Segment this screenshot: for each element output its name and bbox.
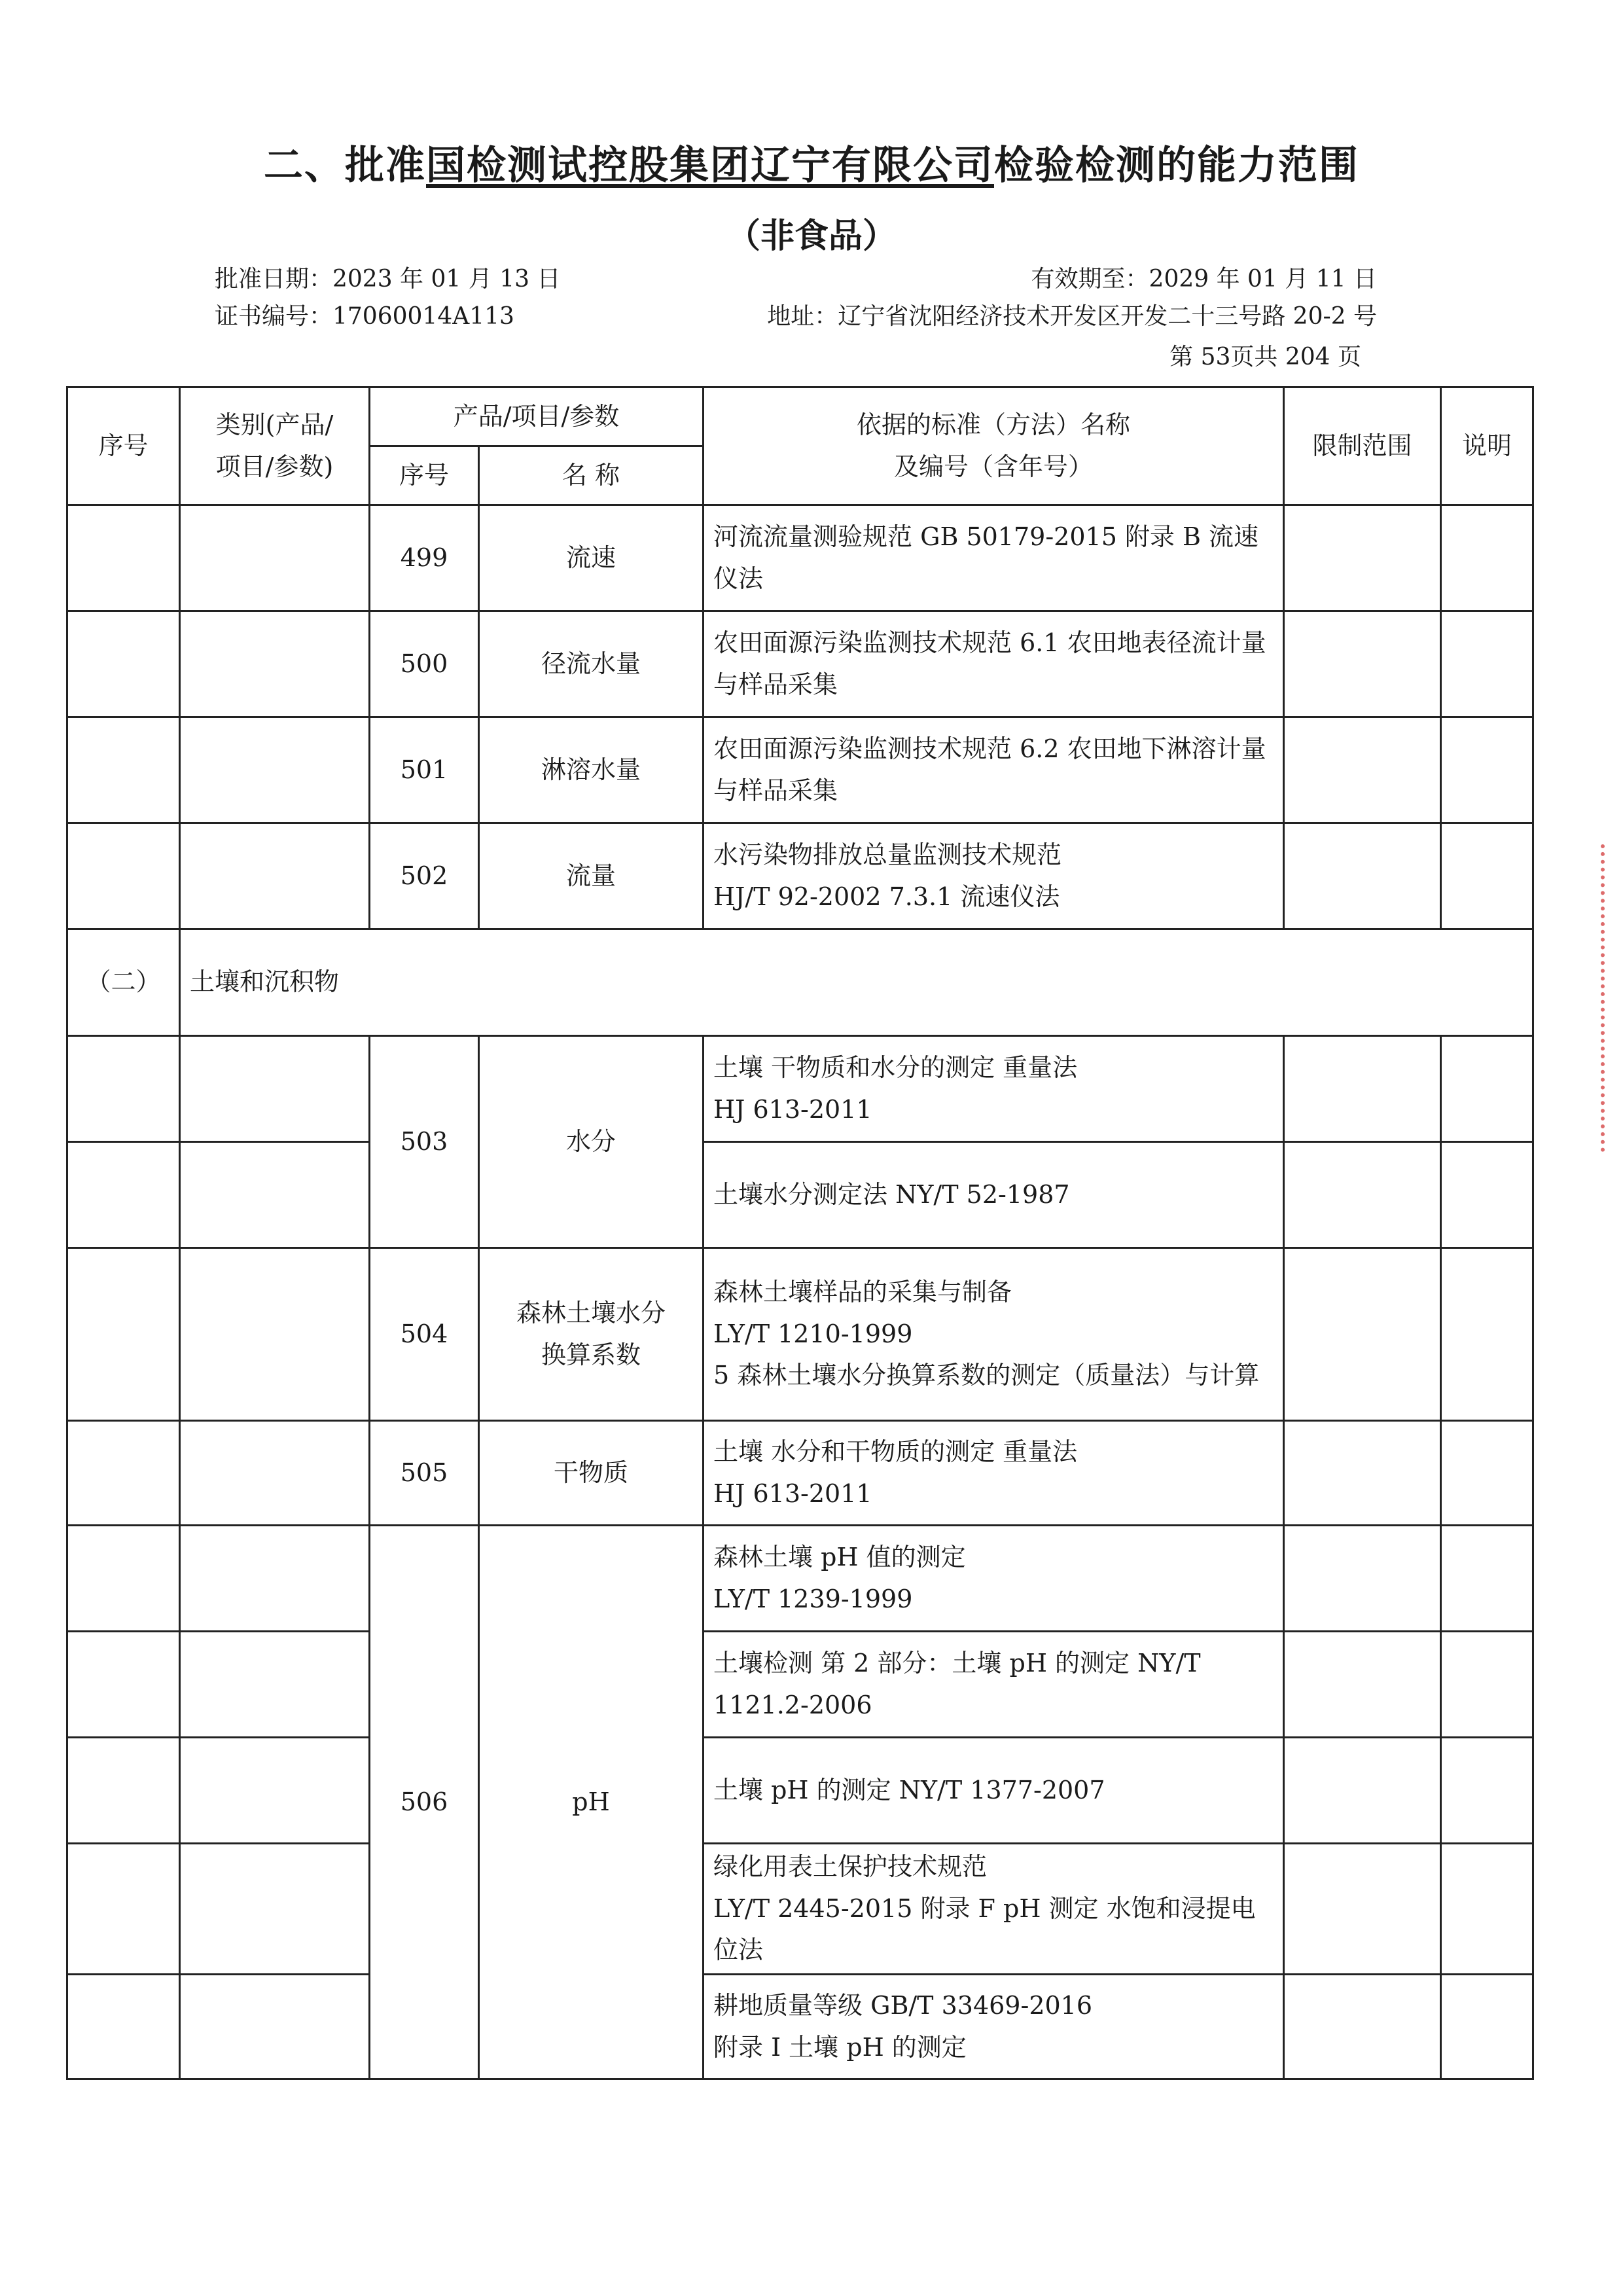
- item-name: [479, 1248, 704, 1421]
- standard-line: HJ 613-2011: [713, 1479, 872, 1508]
- category-cell: [180, 1142, 370, 1248]
- standard-line: LY/T 1210-1999: [713, 1319, 913, 1348]
- table-row: [67, 1036, 1533, 1142]
- note-cell: [1441, 823, 1533, 929]
- category-cell: [180, 717, 370, 823]
- seq-cell: [67, 611, 180, 717]
- header-category: [180, 387, 370, 505]
- item-name: 流速: [479, 505, 704, 611]
- approval-date: 批准日期：2023 年 01 月 13 日: [215, 266, 561, 293]
- limit-cell: [1284, 1632, 1441, 1738]
- note-cell: [1441, 1248, 1533, 1421]
- category-cell: [180, 1036, 370, 1142]
- item-number: 503: [370, 1036, 479, 1248]
- title-organization: 国检测试控股集团辽宁有限公司: [426, 143, 994, 188]
- category-cell: [180, 1844, 370, 1975]
- standard-cell: [704, 1421, 1284, 1526]
- limit-cell: [1284, 1844, 1441, 1975]
- standard-cell: [704, 823, 1284, 929]
- table-row: [67, 1248, 1533, 1421]
- category-cell: [180, 611, 370, 717]
- item-number: 506: [370, 1526, 479, 2079]
- seq-cell: [67, 1036, 180, 1142]
- standard-cell: [704, 1844, 1284, 1975]
- note-cell: [1441, 1975, 1533, 2079]
- item-name: 径流水量: [479, 611, 704, 717]
- table-row: [67, 611, 1533, 717]
- table-row: [67, 717, 1533, 823]
- seq-cell: [67, 823, 180, 929]
- note-cell: [1441, 1526, 1533, 1632]
- note-cell: [1441, 1738, 1533, 1844]
- certificate-number: 证书编号：17060014A113: [215, 303, 514, 330]
- item-name: 干物质: [479, 1421, 704, 1526]
- header-product-group: 产品/项目/参数: [370, 387, 704, 446]
- seq-cell: [67, 1632, 180, 1738]
- seq-cell: [67, 1142, 180, 1248]
- table-row: [67, 1632, 1533, 1738]
- seq-cell: [67, 1526, 180, 1632]
- standard-line: 森林土壤 pH 值的测定: [713, 1542, 966, 1571]
- standard-line: 农田面源污染监测技术规范 6.2 农田地下淋溶计量与样品采集: [713, 734, 1266, 805]
- item-name: 淋溶水量: [479, 717, 704, 823]
- limit-cell: [1284, 611, 1441, 717]
- seq-cell: [67, 717, 180, 823]
- standard-line: HJ 613-2011: [713, 1094, 872, 1124]
- table-row: [67, 1421, 1533, 1526]
- standard-line: 河流流量测验规范 GB 50179-2015 附录 B 流速仪法: [713, 522, 1259, 593]
- category-cell: [180, 1738, 370, 1844]
- note-cell: [1441, 1844, 1533, 1975]
- standard-line: 森林土壤样品的采集与制备: [713, 1277, 1012, 1306]
- standard-line: HJ/T 92-2002 7.3.1 流速仪法: [713, 882, 1060, 911]
- item-number: 499: [370, 505, 479, 611]
- table-row: [67, 505, 1533, 611]
- seq-cell: [67, 505, 180, 611]
- title-prefix: 二、批准: [264, 143, 426, 188]
- table-row: [67, 1526, 1533, 1632]
- seq-cell: [67, 1975, 180, 2079]
- item-name: 水分: [479, 1036, 704, 1248]
- note-cell: [1441, 1421, 1533, 1526]
- item-number: 504: [370, 1248, 479, 1421]
- standard-line: 水污染物排放总量监测技术规范: [713, 840, 1062, 869]
- standard-cell: [704, 1526, 1284, 1632]
- seq-cell: [67, 1844, 180, 1975]
- standard-line: 农田面源污染监测技术规范 6.1 农田地表径流计量与样品采集: [713, 628, 1266, 699]
- standard-line: 5 森林土壤水分换算系数的测定（质量法）与计算: [713, 1361, 1260, 1390]
- standard-line: LY/T 1239-1999: [713, 1584, 913, 1613]
- category-cell: [180, 823, 370, 929]
- header-category-line2: 项目/参数): [215, 452, 334, 481]
- header-item-seq: 序号: [370, 446, 479, 505]
- standard-cell: [704, 1248, 1284, 1421]
- standard-cell: [704, 1738, 1284, 1844]
- standard-line: 土壤水分测定法 NY/T 52-1987: [713, 1179, 1070, 1209]
- limit-cell: [1284, 1975, 1441, 2079]
- limit-cell: [1284, 1421, 1441, 1526]
- standard-cell: [704, 1142, 1284, 1248]
- header-category-line1: 类别(产品/: [215, 410, 334, 439]
- table-row: [67, 823, 1533, 929]
- header-note: 说明: [1441, 387, 1533, 505]
- section-name: 土壤和沉积物: [180, 929, 1533, 1036]
- valid-until: 有效期至：2029 年 01 月 11 日: [1031, 266, 1377, 293]
- item-name-line: 换算系数: [541, 1340, 641, 1369]
- item-name: 流量: [479, 823, 704, 929]
- standard-cell: [704, 1975, 1284, 2079]
- document-subtitle: （非食品）: [726, 217, 897, 256]
- item-number: 500: [370, 611, 479, 717]
- note-cell: [1441, 1036, 1533, 1142]
- item-number: 501: [370, 717, 479, 823]
- standard-line: LY/T 2445-2015 附录 F pH 测定 水饱和浸提电位法: [713, 1893, 1256, 1965]
- note-cell: [1441, 611, 1533, 717]
- standard-line: 耕地质量等级 GB/T 33469-2016: [713, 1990, 1093, 2020]
- header-standard: [704, 387, 1284, 505]
- section-row: [67, 929, 1533, 1036]
- document-title: [0, 134, 1623, 190]
- standard-line: 附录 I 土壤 pH 的测定: [713, 2032, 967, 2062]
- standard-cell: [704, 611, 1284, 717]
- category-cell: [180, 1632, 370, 1738]
- standard-line: 土壤检测 第 2 部分：土壤 pH 的测定 NY/T 1121.2-2006: [713, 1648, 1201, 1719]
- table-row: [67, 1975, 1533, 2079]
- note-cell: [1441, 1142, 1533, 1248]
- category-cell: [180, 1526, 370, 1632]
- item-name: pH: [479, 1526, 704, 2079]
- standard-cell: [704, 717, 1284, 823]
- standard-line: 土壤 pH 的测定 NY/T 1377-2007: [713, 1775, 1105, 1804]
- category-cell: [180, 1421, 370, 1526]
- standard-line: 绿化用表土保护技术规范: [713, 1852, 988, 1881]
- limit-cell: [1284, 1526, 1441, 1632]
- category-cell: [180, 505, 370, 611]
- header-item-name: 名 称: [479, 446, 704, 505]
- limit-cell: [1284, 1142, 1441, 1248]
- category-cell: [180, 1975, 370, 2079]
- standard-cell: [704, 505, 1284, 611]
- item-number: 502: [370, 823, 479, 929]
- category-cell: [180, 1248, 370, 1421]
- item-number: 505: [370, 1421, 479, 1526]
- seq-cell: [67, 1738, 180, 1844]
- header-limit: 限制范围: [1284, 387, 1441, 505]
- limit-cell: [1284, 505, 1441, 611]
- seq-cell: [67, 1421, 180, 1526]
- standard-cell: [704, 1632, 1284, 1738]
- note-cell: [1441, 717, 1533, 823]
- capability-table: [66, 386, 1534, 2080]
- section-seq: （二）: [67, 929, 180, 1036]
- address: 地址：辽宁省沈阳经济技术开发区开发二十三号路 20-2 号: [767, 303, 1377, 330]
- table-row: [67, 1142, 1533, 1248]
- header-standard-line2: 及编号（含年号）: [894, 452, 1094, 481]
- page-number: 第 53页共 204 页: [1169, 344, 1361, 370]
- limit-cell: [1284, 1248, 1441, 1421]
- standard-line: 土壤 干物质和水分的测定 重量法: [713, 1052, 1078, 1082]
- table-row: [67, 1844, 1533, 1975]
- seq-cell: [67, 1248, 180, 1421]
- header-seq: 序号: [67, 387, 180, 505]
- note-cell: [1441, 1632, 1533, 1738]
- limit-cell: [1284, 823, 1441, 929]
- standard-cell: [704, 1036, 1284, 1142]
- header-standard-line1: 依据的标准（方法）名称: [857, 410, 1131, 439]
- title-suffix: 检验检测的能力范围: [994, 143, 1359, 188]
- item-name-line: 森林土壤水分: [516, 1298, 666, 1327]
- limit-cell: [1284, 717, 1441, 823]
- note-cell: [1441, 505, 1533, 611]
- limit-cell: [1284, 1036, 1441, 1142]
- table-row: [67, 1738, 1533, 1844]
- standard-line: 土壤 水分和干物质的测定 重量法: [713, 1437, 1078, 1466]
- limit-cell: [1284, 1738, 1441, 1844]
- seal-edge-mark: [1601, 844, 1618, 1152]
